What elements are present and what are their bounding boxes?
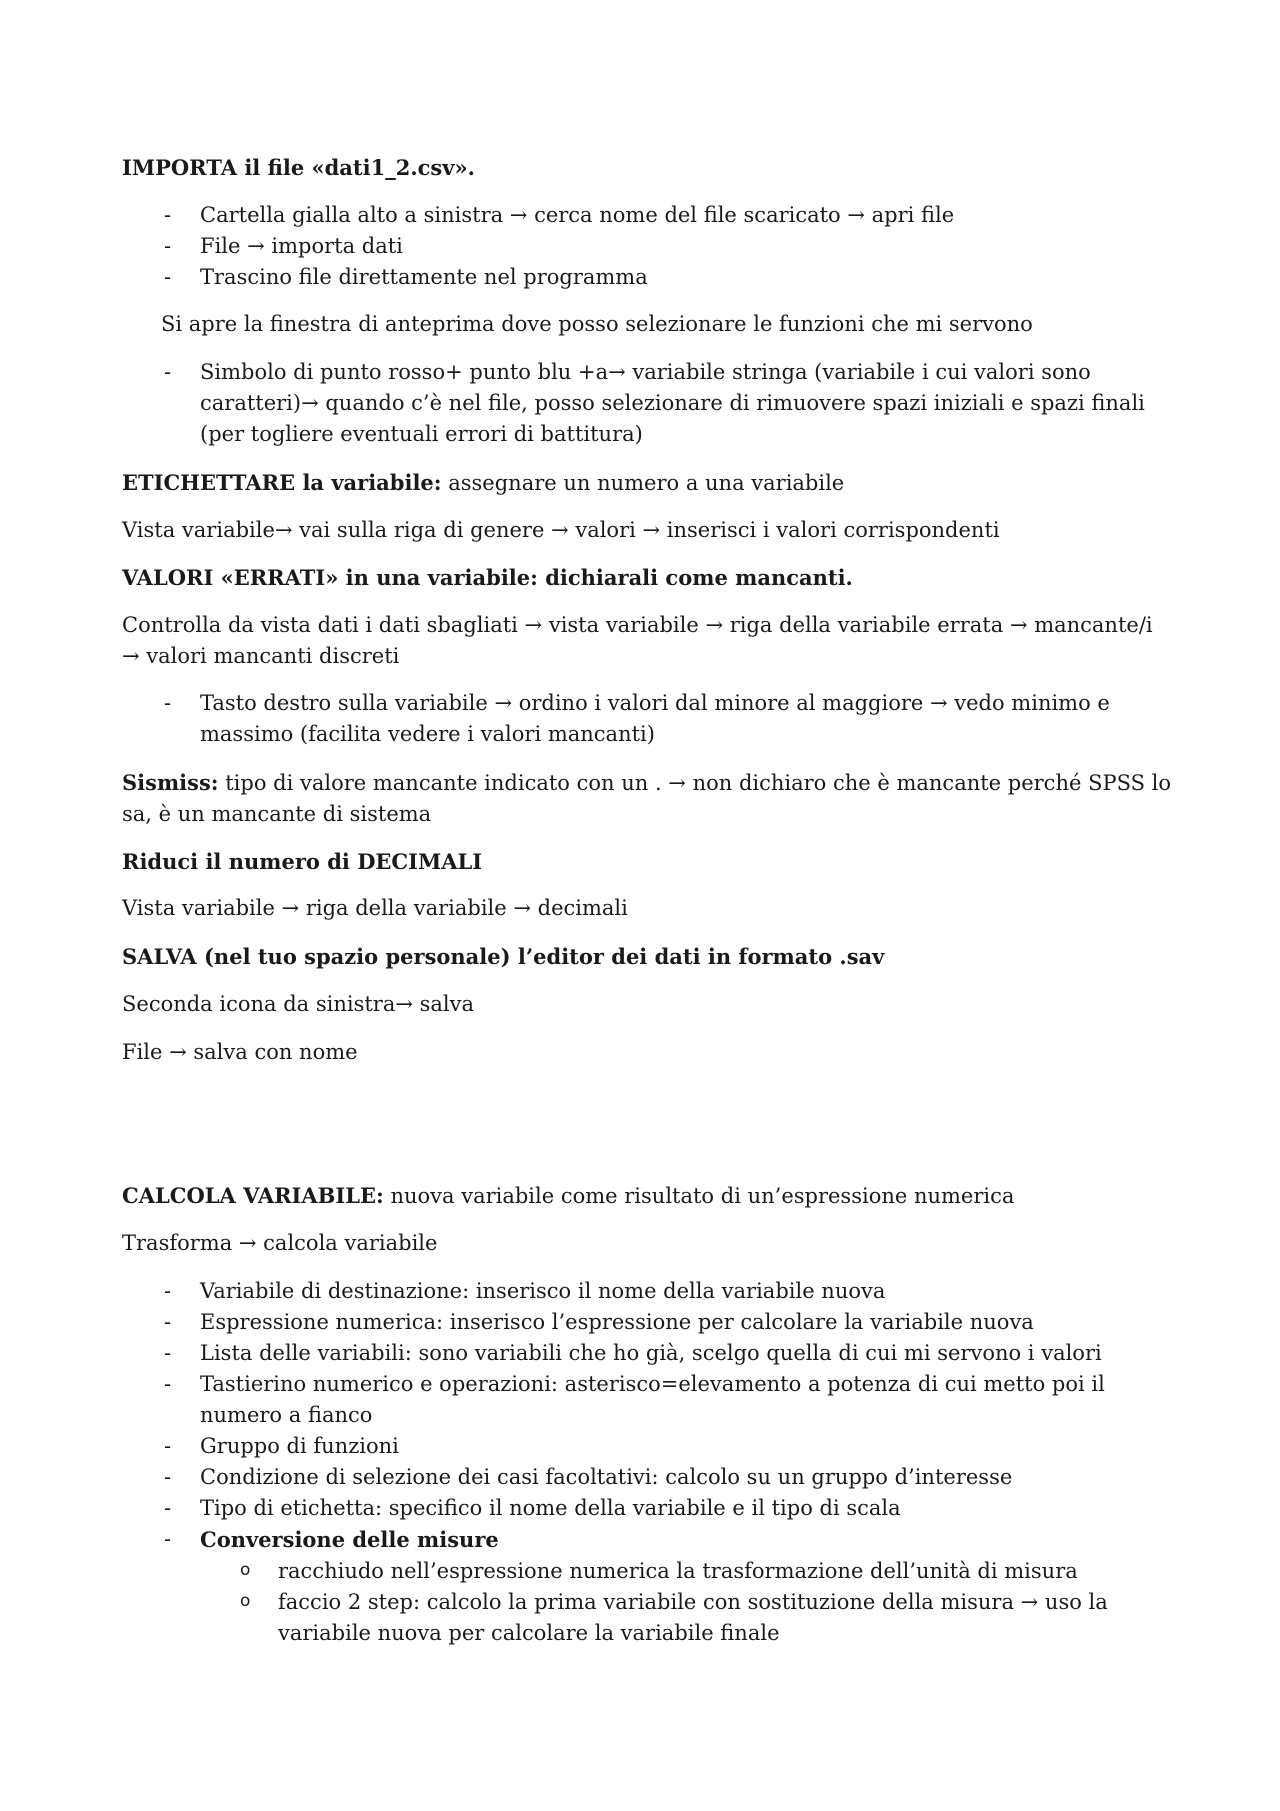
list-item-conversion [122,1524,1172,1649]
compute-heading-text: nuova variabile come risultato di un’espressione numerica [383,1184,1015,1208]
list-item: - Lista delle variabili: sono variabili che ho già, scelgo quella di cui mi servono i valori [122,1338,1172,1369]
import-methods-list [122,200,1172,293]
sysmis-text: tipo di valore mancante indicato con un . → non dichiaro che è mancante perché SPSS lo sa, è un mancante di sistema [122,771,1172,826]
list-item: - File → importa dati [122,231,1172,262]
list-item: - Simbolo di punto rosso+ punto blu +a→ variabile stringa (variabile i cui valori sono caratteri)→ quando c’è nel file, posso selezionare di rimuovere spazi iniziali e spazi finali (per togliere eventuali errori di battitura) [122,357,1172,450]
compute-path: Trasforma → calcola variabile [122,1231,438,1255]
save-heading: SALVA (nel tuo spazio personale) l’editor dei dati in formato .sav [122,944,885,969]
list-item: - Tipo di etichetta: specifico il nome della variabile e il tipo di scala [122,1493,1172,1524]
sublist-item: o faccio 2 step: calcolo la prima variabile con sostituzione della misura → uso la variabile nuova per calcolare la variabile finale [200,1587,1172,1649]
label-heading-paragraph [122,467,1172,499]
list-item: - Condizione di selezione dei casi facoltativi: calcolo su un gruppo d’interesse [122,1462,1172,1493]
sysmis-paragraph [122,767,1172,830]
label-heading: ETICHETTARE la variabile: [122,470,442,495]
sublist-item: o racchiudo nell’espressione numerica la trasformazione dell’unità di misura [200,1556,1172,1587]
string-variable-list [122,357,1172,450]
import-heading: IMPORTA il file «dati1_2.csv». [122,155,475,180]
wrong-values-list [122,688,1172,750]
wrong-values-steps: Controlla da vista dati i dati sbagliati → vista variabile → riga della variabile errata → mancante/i → valori mancanti discreti [122,613,1153,668]
sysmis-term: Sismiss: [122,770,219,795]
compute-heading: CALCOLA VARIABILE: [122,1183,384,1208]
conversion-heading: Conversione delle misure [200,1527,499,1552]
conversion-sublist [200,1556,1172,1649]
label-heading-text: assegnare un numero a una variabile [441,471,845,495]
preview-paragraph: Si apre la finestra di anteprima dove posso selezionare le funzioni che mi servono [161,312,1033,336]
list-item: - Variabile di destinazione: inserisco il nome della variabile nuova [122,1276,1172,1307]
decimals-steps: Vista variabile → riga della variabile → decimali [122,896,628,920]
list-item: - Tastierino numerico e operazioni: asterisco=elevamento a potenza di cui metto poi il numero a fianco [122,1369,1172,1431]
label-steps: Vista variabile→ vai sulla riga di genere → valori → inserisci i valori corrispondenti [122,518,1000,542]
list-item: - Tasto destro sulla variabile → ordino i valori dal minore al maggiore → vedo minimo e massimo (facilita vedere i valori mancanti) [122,688,1172,750]
list-item: - Gruppo di funzioni [122,1431,1172,1462]
list-item: - Cartella gialla alto a sinistra → cerca nome del file scaricato → apri file [122,200,1172,231]
compute-heading-paragraph [122,1180,1172,1212]
list-item: - Espressione numerica: inserisco l’espressione per calcolare la variabile nuova [122,1307,1172,1338]
decimals-heading: Riduci il numero di DECIMALI [122,849,483,874]
list-item: - Trascino file direttamente nel programma [122,262,1172,293]
wrong-values-heading: VALORI «ERRATI» in una variabile: dichiarali come mancanti. [122,565,853,590]
save-line-2: File → salva con nome [122,1040,358,1064]
compute-options-list [122,1276,1172,1649]
save-line-1: Seconda icona da sinistra→ salva [122,992,475,1016]
